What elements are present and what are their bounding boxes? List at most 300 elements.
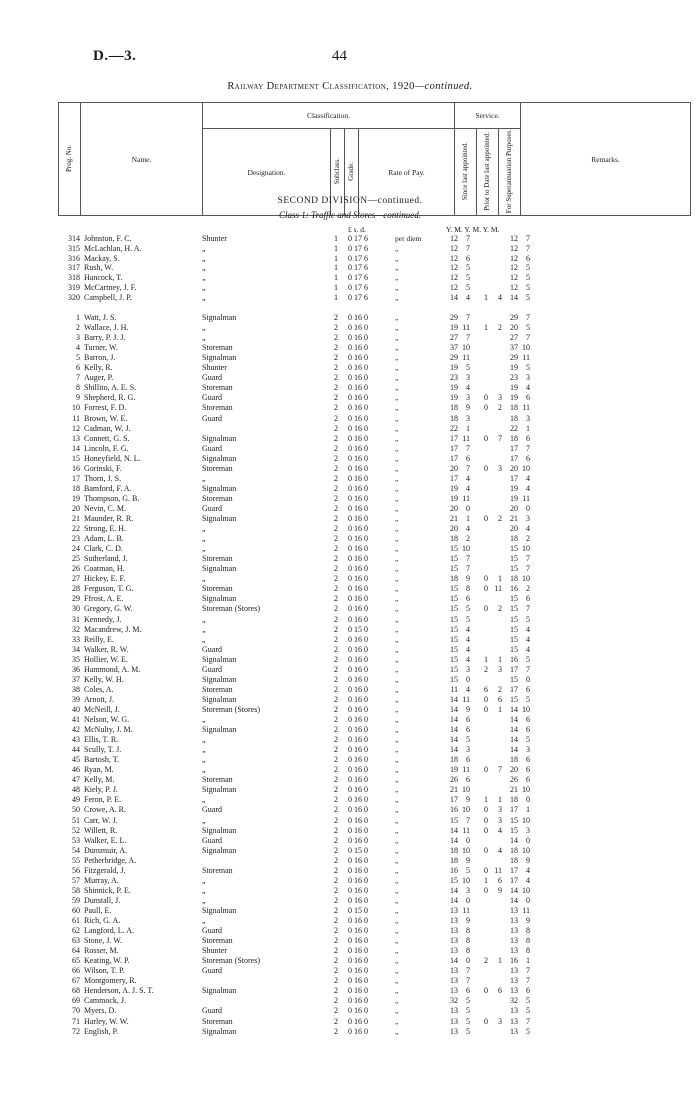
table-row [0, 725, 700, 734]
since-years: 12 [450, 243, 458, 253]
since-years: 37 [450, 343, 458, 353]
staff-name: Stone, J. W. [84, 936, 123, 946]
total-months: 3 [526, 745, 530, 755]
prior-months: 4 [498, 845, 502, 855]
total-years: 19 [510, 483, 518, 493]
subclass: 2 [334, 855, 338, 865]
rate-of-pay: 0 16 0 [348, 976, 368, 986]
prog-no: 5 [76, 353, 80, 363]
total-months: 11 [522, 493, 530, 503]
since-months: 7 [466, 443, 470, 453]
table-row [0, 454, 700, 463]
designation: Storeman [202, 865, 233, 875]
since-months: 0 [466, 956, 470, 966]
table-row [0, 866, 700, 875]
table-row [0, 524, 700, 533]
table-row [0, 625, 700, 634]
total-months: 8 [526, 946, 530, 956]
header-name: Name. [81, 103, 203, 216]
prog-no: 53 [72, 835, 80, 845]
total-years: 17 [510, 453, 518, 463]
designation: Guard [202, 443, 222, 453]
total-months: 10 [522, 544, 530, 554]
total-months: 3 [526, 373, 530, 383]
pay-unit: „ [395, 1016, 399, 1026]
table-row [0, 996, 700, 1005]
subclass: 2 [334, 403, 338, 413]
subclass: 2 [334, 1016, 338, 1026]
prog-no: 63 [72, 936, 80, 946]
since-years: 12 [450, 234, 458, 243]
staff-name: Coatman, H. [84, 564, 125, 574]
staff-name: Gorinski, F. [84, 463, 122, 473]
since-years: 22 [450, 423, 458, 433]
since-months: 4 [466, 483, 470, 493]
since-months: 9 [466, 795, 470, 805]
since-years: 14 [450, 956, 458, 966]
rate-of-pay: 0 15 0 [348, 624, 368, 634]
pay-unit: „ [395, 614, 399, 624]
rate-of-pay: 0 16 0 [348, 493, 368, 503]
rate-of-pay: 0 16 0 [348, 684, 368, 694]
total-months: 5 [526, 1006, 530, 1016]
subclass: 1 [334, 273, 338, 282]
since-months: 11 [462, 493, 470, 503]
designation: Shunter [202, 946, 227, 956]
table-row [0, 1017, 700, 1026]
since-months: 5 [466, 282, 470, 292]
total-years: 19 [510, 493, 518, 503]
pay-unit: „ [395, 263, 399, 273]
subclass: 2 [334, 936, 338, 946]
total-months: 6 [526, 755, 530, 765]
total-years: 13 [510, 916, 518, 925]
prior-months: 1 [498, 654, 502, 664]
prior-years: 0 [484, 805, 488, 815]
since-years: 14 [450, 895, 458, 905]
prog-no: 33 [72, 634, 80, 644]
total-years: 17 [510, 875, 518, 885]
designation: Signalman [202, 594, 237, 604]
rate-of-pay: 0 16 0 [348, 514, 368, 523]
total-months: 10 [522, 574, 530, 584]
since-years: 13 [450, 1016, 458, 1026]
prog-no: 17 [72, 473, 80, 483]
prog-no: 32 [72, 624, 80, 634]
since-months: 0 [466, 503, 470, 513]
total-months: 0 [526, 895, 530, 905]
rate-of-pay: 0 16 0 [348, 865, 368, 875]
rate-of-pay: 0 16 0 [348, 654, 368, 664]
table-row [0, 383, 700, 392]
rate-of-pay: 0 16 0 [348, 534, 368, 544]
total-months: 11 [522, 353, 530, 363]
rate-of-pay: 0 15 0 [348, 905, 368, 915]
prog-no: 2 [76, 323, 80, 333]
subclass: 2 [334, 966, 338, 976]
total-months: 7 [526, 443, 530, 453]
subclass: 2 [334, 916, 338, 925]
prior-years: 0 [484, 865, 488, 875]
total-years: 37 [510, 343, 518, 353]
subclass: 2 [334, 323, 338, 333]
prog-no: 28 [72, 584, 80, 594]
subclass: 2 [334, 795, 338, 805]
pay-unit: „ [395, 765, 399, 775]
pay-unit: „ [395, 554, 399, 564]
total-months: 7 [526, 966, 530, 976]
total-years: 18 [510, 755, 518, 765]
since-months: 3 [466, 664, 470, 674]
staff-name: Fitzgerald, J. [84, 865, 126, 875]
rate-of-pay: 0 16 0 [348, 835, 368, 845]
designation: Signalman [202, 725, 237, 735]
total-years: 17 [510, 443, 518, 453]
table-row [0, 966, 700, 975]
subclass: 2 [334, 624, 338, 634]
total-years: 13 [510, 1026, 518, 1036]
table-row [0, 554, 700, 563]
total-months: 7 [526, 554, 530, 564]
since-years: 17 [450, 453, 458, 463]
since-months: 10 [462, 785, 470, 795]
table-row [0, 564, 700, 573]
since-years: 15 [450, 815, 458, 825]
table-row [0, 785, 700, 794]
rate-of-pay: 0 16 0 [348, 825, 368, 835]
subclass: 2 [334, 875, 338, 885]
since-years: 12 [450, 282, 458, 292]
subclass: 2 [334, 463, 338, 473]
pay-unit: „ [395, 745, 399, 755]
since-months: 7 [466, 564, 470, 574]
total-years: 13 [510, 936, 518, 946]
since-months: 3 [466, 745, 470, 755]
designation: „ [202, 715, 206, 724]
designation: „ [202, 875, 206, 885]
since-months: 6 [466, 453, 470, 463]
staff-name: Montgomery, R. [84, 976, 137, 986]
total-months: 7 [526, 1016, 530, 1026]
since-years: 23 [450, 373, 458, 383]
prior-years: 0 [484, 825, 488, 835]
prior-months: 9 [498, 885, 502, 895]
pay-unit: „ [395, 243, 399, 253]
total-months: 6 [526, 594, 530, 604]
since-years: 15 [450, 584, 458, 594]
total-years: 18 [510, 403, 518, 413]
total-months: 5 [526, 363, 530, 373]
total-months: 10 [522, 885, 530, 895]
rate-of-pay: 0 16 0 [348, 373, 368, 383]
since-months: 4 [466, 292, 470, 302]
table-row [0, 353, 700, 362]
rate-of-pay: 0 16 0 [348, 765, 368, 775]
since-years: 15 [450, 644, 458, 654]
staff-name: Crowe, A. R. [84, 805, 126, 815]
designation: Signalman [202, 986, 237, 996]
since-months: 5 [466, 604, 470, 614]
since-months: 8 [466, 584, 470, 594]
prog-no: 72 [72, 1026, 80, 1036]
total-months: 10 [522, 343, 530, 353]
since-years: 18 [450, 413, 458, 423]
pay-units: £ s. d. [348, 225, 366, 234]
table-row [0, 896, 700, 905]
total-years: 14 [510, 725, 518, 735]
prior-years: 1 [484, 323, 488, 333]
prior-months: 6 [498, 986, 502, 996]
designation: Signalman [202, 564, 237, 574]
since-months: 5 [466, 614, 470, 624]
since-years: 21 [450, 785, 458, 795]
staff-name: McLachlan, H. A. [84, 243, 142, 253]
designation: „ [202, 574, 206, 584]
table-row [0, 1027, 700, 1036]
rate-of-pay: 0 16 0 [348, 644, 368, 654]
subclass: 1 [334, 292, 338, 302]
total-years: 15 [510, 694, 518, 704]
service-units: Y. M. Y. M. Y. M. [446, 225, 500, 234]
prog-no: 16 [72, 463, 80, 473]
rate-of-pay: 0 16 0 [348, 634, 368, 644]
designation: Shunter [202, 234, 227, 243]
since-months: 9 [466, 916, 470, 925]
prog-no: 316 [68, 253, 80, 263]
since-years: 20 [450, 463, 458, 473]
total-months: 5 [526, 273, 530, 282]
designation: „ [202, 282, 206, 292]
total-months: 0 [526, 795, 530, 805]
designation: Guard [202, 664, 222, 674]
staff-name: Wallace, J. H. [84, 323, 129, 333]
since-months: 5 [466, 1016, 470, 1026]
prog-no: 18 [72, 483, 80, 493]
staff-name: Forrest, F. D. [84, 403, 127, 413]
since-months: 7 [466, 333, 470, 343]
designation: Storeman (Stores) [202, 604, 260, 614]
designation: „ [202, 273, 206, 282]
pay-unit: „ [395, 865, 399, 875]
staff-name: Cammock, J. [84, 996, 126, 1006]
table-row [0, 635, 700, 644]
total-months: 4 [526, 865, 530, 875]
since-months: 11 [462, 694, 470, 704]
since-months: 7 [466, 554, 470, 564]
prior-years: 0 [484, 694, 488, 704]
total-months: 7 [526, 604, 530, 614]
since-months: 9 [466, 704, 470, 714]
total-years: 16 [510, 584, 518, 594]
since-months: 7 [466, 243, 470, 253]
prog-no: 9 [76, 393, 80, 403]
since-months: 3 [466, 373, 470, 383]
since-years: 12 [450, 273, 458, 282]
total-months: 10 [522, 704, 530, 714]
prior-years: 0 [484, 765, 488, 775]
table-row [0, 645, 700, 654]
prior-months: 3 [498, 393, 502, 403]
since-years: 18 [450, 755, 458, 765]
table-row [0, 765, 700, 774]
staff-name: Cadman, W. J. [84, 423, 131, 433]
designation: „ [202, 634, 206, 644]
total-months: 6 [526, 433, 530, 443]
total-years: 15 [510, 554, 518, 564]
table-row [0, 514, 700, 523]
prog-no: 69 [72, 996, 80, 1006]
staff-name: Barry, P. J. J. [84, 333, 126, 343]
total-months: 6 [526, 775, 530, 785]
total-years: 13 [510, 986, 518, 996]
prog-no: 50 [72, 805, 80, 815]
since-years: 13 [450, 966, 458, 976]
rate-of-pay: 0 16 0 [348, 986, 368, 996]
since-months: 11 [462, 765, 470, 775]
total-years: 12 [510, 243, 518, 253]
prog-no: 26 [72, 564, 80, 574]
total-months: 5 [526, 282, 530, 292]
designation: „ [202, 815, 206, 825]
subclass: 2 [334, 664, 338, 674]
table-row [0, 363, 700, 372]
header-grade: Grade. [345, 129, 359, 216]
rate-of-pay: 0 16 0 [348, 755, 368, 765]
prog-no: 58 [72, 885, 80, 895]
total-years: 12 [510, 282, 518, 292]
table-row [0, 685, 700, 694]
since-years: 15 [450, 604, 458, 614]
since-years: 29 [450, 353, 458, 363]
since-years: 19 [450, 483, 458, 493]
designation: „ [202, 895, 206, 905]
designation: Guard [202, 503, 222, 513]
pay-unit: „ [395, 795, 399, 805]
prog-no: 56 [72, 865, 80, 875]
prog-no: 42 [72, 725, 80, 735]
staff-name: Keating, W. P. [84, 956, 130, 966]
since-years: 17 [450, 795, 458, 805]
since-years: 13 [450, 916, 458, 925]
subclass: 1 [334, 253, 338, 263]
prior-years: 0 [484, 845, 488, 855]
rate-of-pay: 0 16 0 [348, 704, 368, 714]
since-years: 18 [450, 574, 458, 584]
since-years: 17 [450, 433, 458, 443]
designation: Signalman [202, 785, 237, 795]
since-months: 7 [466, 463, 470, 473]
table-row [0, 755, 700, 764]
staff-name: Lincoln, F. G. [84, 443, 129, 453]
prior-years: 0 [484, 885, 488, 895]
pay-unit: „ [395, 373, 399, 383]
pay-unit: „ [395, 524, 399, 534]
total-years: 13 [510, 905, 518, 915]
total-months: 10 [522, 785, 530, 795]
header-designation: Designation. [203, 129, 331, 216]
prog-no: 29 [72, 594, 80, 604]
since-months: 0 [466, 835, 470, 845]
designation: Guard [202, 926, 222, 936]
since-months: 10 [462, 845, 470, 855]
staff-name: Shillito, A. E. S. [84, 383, 137, 393]
subclass: 1 [334, 263, 338, 273]
staff-name: Kelly, M. [84, 775, 115, 785]
table-row [0, 795, 700, 804]
prior-months: 1 [498, 704, 502, 714]
pay-unit: „ [395, 273, 399, 282]
header-service: Service. [455, 103, 521, 129]
rate-of-pay: 0 16 0 [348, 433, 368, 443]
prog-no: 55 [72, 855, 80, 865]
prior-years: 1 [484, 654, 488, 664]
table-row [0, 946, 700, 955]
pay-unit: „ [395, 493, 399, 503]
since-months: 4 [466, 654, 470, 664]
prog-no: 44 [72, 745, 80, 755]
since-years: 13 [450, 905, 458, 915]
prior-years: 0 [484, 584, 488, 594]
table-row [0, 464, 700, 473]
prog-no: 71 [72, 1016, 80, 1026]
total-months: 6 [526, 765, 530, 775]
total-months: 5 [526, 654, 530, 664]
pay-unit: „ [395, 946, 399, 956]
document-reference: D.—3. [93, 48, 137, 64]
table-row [0, 444, 700, 453]
pay-unit: „ [395, 483, 399, 493]
since-months: 5 [466, 735, 470, 745]
since-years: 14 [450, 835, 458, 845]
staff-name: Ffrost, A. E. [84, 594, 124, 604]
total-months: 7 [526, 664, 530, 674]
since-years: 13 [450, 936, 458, 946]
prior-years: 1 [484, 292, 488, 302]
designation: Storeman [202, 775, 233, 785]
since-years: 15 [450, 564, 458, 574]
rate-of-pay: 0 16 0 [348, 614, 368, 624]
total-months: 4 [526, 383, 530, 393]
table-row [0, 805, 700, 814]
since-years: 15 [450, 674, 458, 684]
pay-unit: „ [395, 885, 399, 895]
rate-of-pay: 0 16 0 [348, 413, 368, 423]
pay-unit: „ [395, 1006, 399, 1016]
total-months: 6 [526, 253, 530, 263]
prog-no: 4 [76, 343, 80, 353]
subclass: 2 [334, 704, 338, 714]
prog-no: 8 [76, 383, 80, 393]
staff-name: Brown, W. E. [84, 413, 128, 423]
prog-no: 37 [72, 674, 80, 684]
pay-unit: „ [395, 725, 399, 735]
rate-of-pay: 0 16 0 [348, 966, 368, 976]
designation: Guard [202, 835, 222, 845]
rate-of-pay: 0 16 0 [348, 524, 368, 534]
rate-of-pay: 0 16 0 [348, 956, 368, 966]
pay-unit: „ [395, 916, 399, 925]
since-months: 1 [466, 423, 470, 433]
prior-months: 7 [498, 765, 502, 775]
subclass: 2 [334, 393, 338, 403]
prog-no: 1 [76, 313, 80, 322]
prior-years: 1 [484, 875, 488, 885]
total-years: 15 [510, 815, 518, 825]
pay-unit: „ [395, 785, 399, 795]
subclass: 2 [334, 694, 338, 704]
total-months: 4 [526, 875, 530, 885]
total-months: 8 [526, 926, 530, 936]
